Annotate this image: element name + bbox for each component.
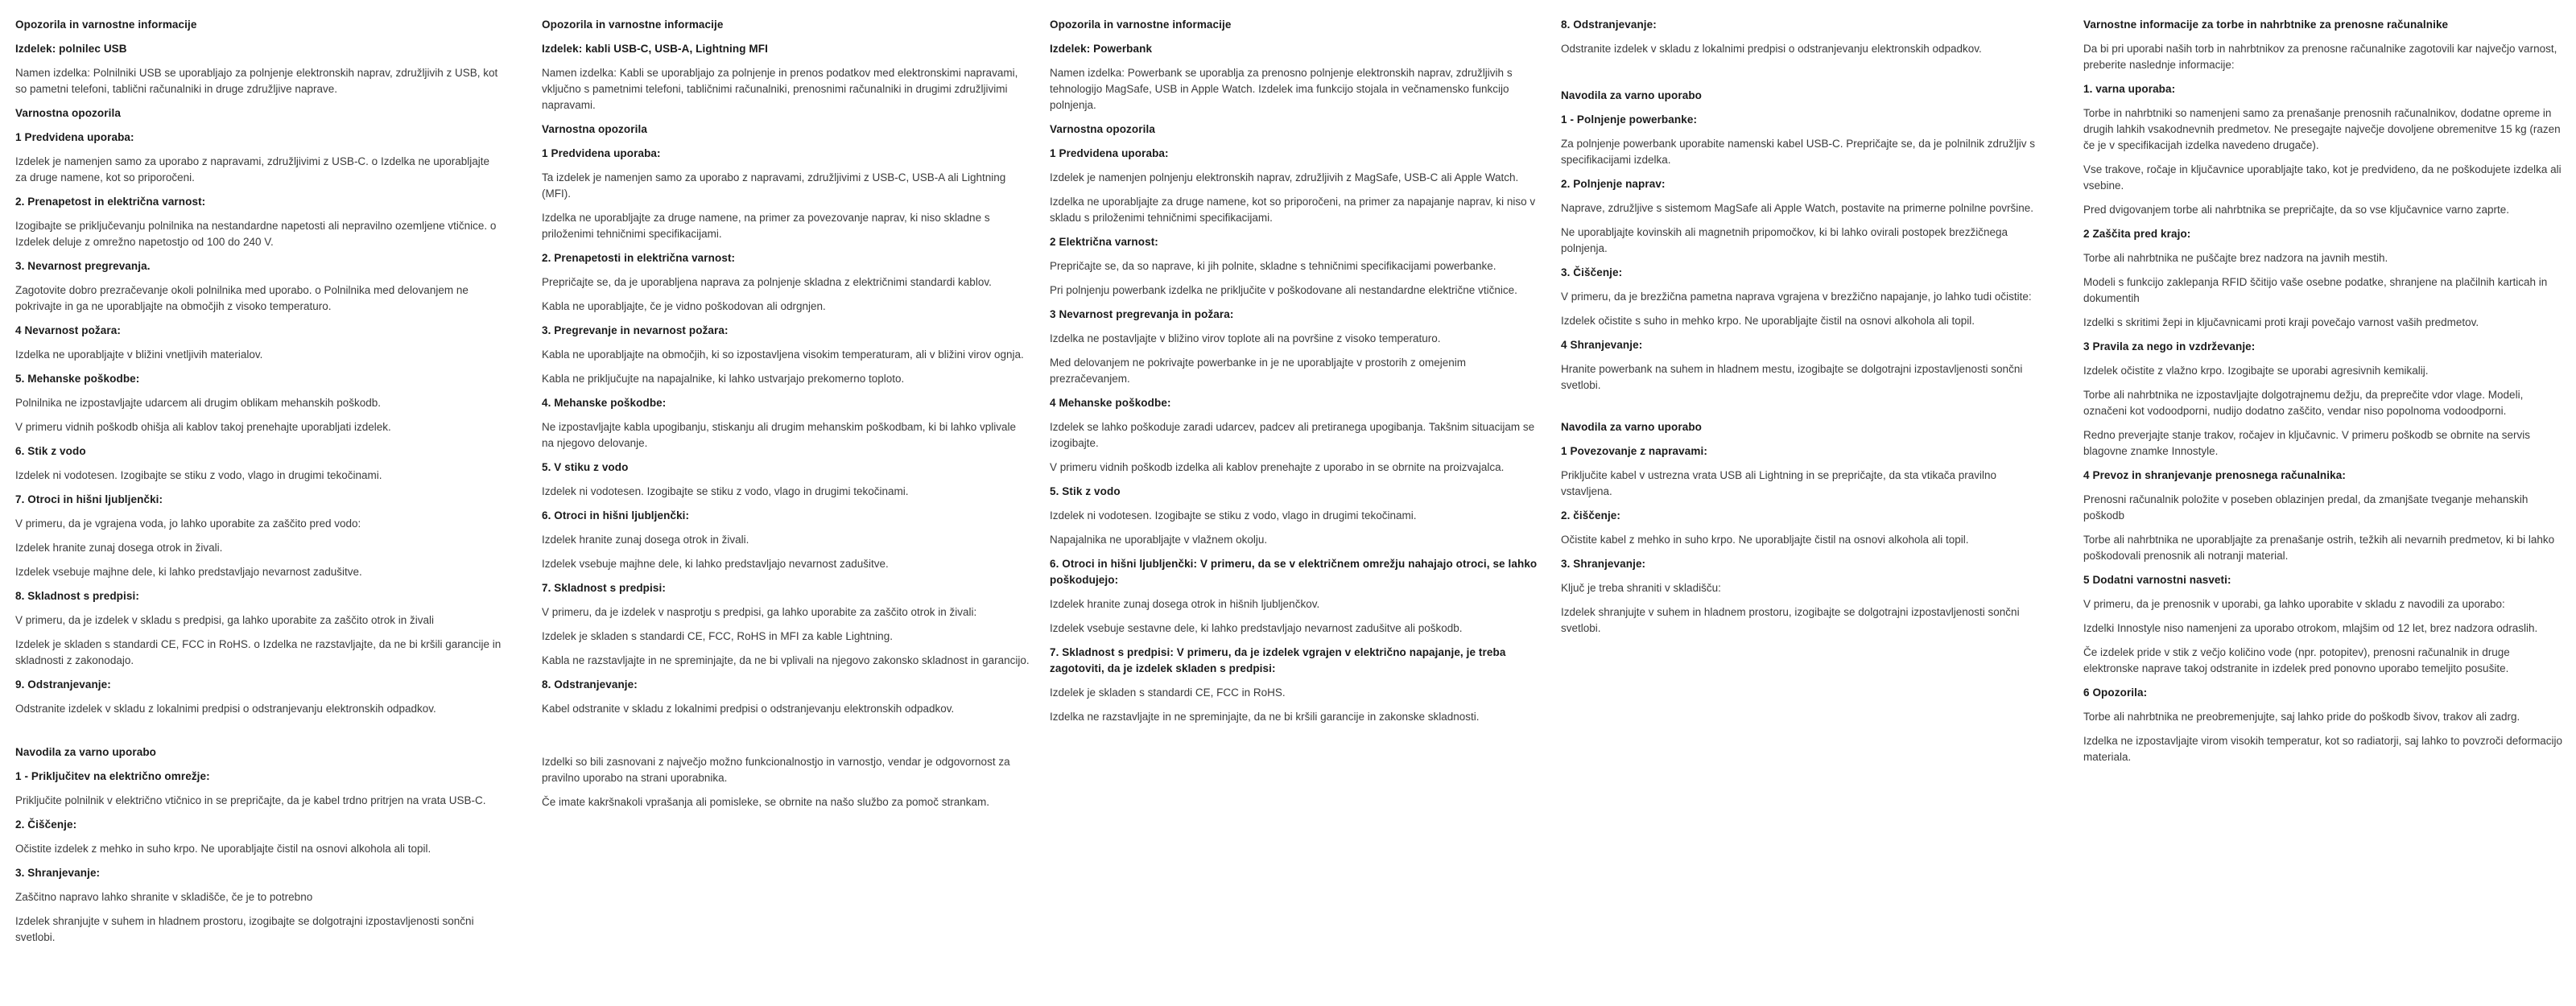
section-heading: 5 Dodatni varnostni nasveti: (2083, 574, 2231, 586)
section-heading: 1 Predvidena uporaba: (542, 147, 661, 159)
section-heading: 3. Nevarnost pregrevanja. (15, 260, 151, 272)
section-heading: 4 Mehanske poškodbe: (1050, 397, 1171, 409)
paragraph: Torbe in nahrbtniki so namenjeni samo za prenašanje prenosnih računalnikov, dodatne opreme in drugih lahkih vsakodnevnih predmetov. Ne presegajte največje dovoljene obremenitve 15 kg (razen če je v specifikacijah izdelka navedeno drugače). (2083, 107, 2561, 151)
paragraph: Torbe ali nahrbtnika ne puščajte brez nadzora na javnih mestih. (2083, 252, 2388, 264)
section-heading: 2 Električna varnost: (1050, 236, 1158, 248)
section-heading: 1 Predvidena uporaba: (15, 131, 134, 143)
paragraph: Redno preverjajte stanje trakov, ročajev in ključavnic. V primeru poškodb se obrnite na servis blagovne znamke Innostyle. (2083, 429, 2531, 457)
section-heading: 3. Čiščenje: (1561, 266, 1623, 278)
paragraph: Kabla ne priključujte na napajalnike, ki lahko ustvarjajo prekomerno toploto. (542, 373, 905, 385)
section-heading: 1 Predvidena uporaba: (1050, 147, 1169, 159)
paragraph: Izdelka ne uporabljajte v bližini vnetljivih materialov. (15, 348, 263, 361)
paragraph: Izdelek je namenjen polnjenju elektronskih naprav, združljivih z MagSafe, USB-C ali Apple Watch. (1050, 171, 1519, 183)
paragraph: Izdelek je skladen s standardi CE, FCC, RoHS in MFI za kable Lightning. (542, 630, 893, 642)
section-heading: 7. Otroci in hišni ljubljenčki: (15, 493, 163, 505)
paragraph: Torbe ali nahrbtnika ne uporabljajte za prenašanje ostrih, težkih ali nevarnih predmetov, ki bi lahko poškodovali prenosnik ali notranji material. (2083, 534, 2555, 562)
paragraph: Modeli s funkcijo zaklepanja RFID ščitijo vaše osebne podatke, shranjene na plačilnih karticah in dokumentih (2083, 276, 2548, 304)
paragraph: V primeru, da je izdelek v nasprotju s predpisi, ga lahko uporabite za zaščito otrok in živali: (542, 606, 977, 618)
paragraph: Ne izpostavljajte kabla upogibanju, stiskanju ali drugim mehanskim poškodbam, ki bi lahko vplivale na njegovo delovanje. (542, 421, 1017, 449)
column-powerbank (1050, 17, 1538, 733)
paragraph: Izdelek ni vodotesen. Izogibajte se stiku z vodo, vlago in drugimi tekočinami. (1050, 509, 1417, 522)
paragraph: V primeru vidnih poškodb izdelka ali kablov prenehajte z uporabo in se obrnite na proizvajalca. (1050, 461, 1505, 473)
paragraph: Izdelek je skladen s standardi CE, FCC in RoHS. (1050, 686, 1286, 699)
paragraph: Očistite izdelek z mehko in suho krpo. Ne uporabljajte čistil na osnovi alkohola ali topil. (15, 843, 431, 855)
paragraph: Ta izdelek je namenjen samo za uporabo z napravami, združljivimi z USB-C, USB-A ali Lightning (MFI). (542, 171, 1006, 200)
paragraph: Torbe ali nahrbtnika ne preobremenjujte, saj lahko pride do poškodb šivov, trakov ali zadrg. (2083, 711, 2520, 723)
section-heading: 4 Nevarnost požara: (15, 324, 121, 336)
paragraph: Kabla ne uporabljajte, če je vidno poškodovan ali odrgnjen. (542, 300, 826, 312)
paragraph: Izdelek ni vodotesen. Izogibajte se stiku z vodo, vlago in drugimi tekočinami. (542, 485, 909, 497)
section-heading: 5. Stik z vodo (1050, 485, 1121, 497)
column-powerbank-instructions (1561, 17, 2049, 645)
section-heading: Opozorila in varnostne informacije (15, 19, 197, 31)
paragraph: Izdelek je namenjen samo za uporabo z napravami, združljivimi z USB-C. o Izdelka ne uporabljajte za druge namene, kot so priporočeni. (15, 155, 490, 183)
paragraph: Izdelek očistite s suho in mehko krpo. Ne uporabljajte čistil na osnovi alkohola ali topil. (1561, 315, 1975, 327)
paragraph: Izdelek hranite zunaj dosega otrok in hišnih ljubljenčkov. (1050, 598, 1320, 610)
paragraph: Izdelka ne izpostavljajte virom visokih temperatur, kot so radiatorji, saj lahko to povzroči deformacijo materiala. (2083, 735, 2563, 763)
section-heading: 8. Skladnost s predpisi: (15, 590, 139, 602)
paragraph: Da bi pri uporabi naših torb in nahrbtnikov za prenosne računalnike zagotovili kar največjo varnost, preberite naslednje informacije: (2083, 43, 2557, 71)
paragraph: Izdelek vsebuje sestavne dele, ki lahko predstavljajo nevarnost zadušitve ali poškodb. (1050, 622, 1463, 634)
paragraph: Vse trakove, ročaje in ključavnice uporabljajte tako, kot je predvideno, da ne poškodujete izdelka ali vsebine. (2083, 163, 2562, 192)
section-heading: 3. Shranjevanje: (15, 867, 101, 879)
paragraph: Izdelki s skritimi žepi in ključavnicami proti kraji povečajo varnost vaših predmetov. (2083, 316, 2479, 328)
paragraph: Izdelek hranite zunaj dosega otrok in živali. (15, 542, 223, 554)
paragraph: Izdelka ne uporabljajte za druge namene, kot so priporočeni, na primer za napajanje naprav, ki niso v skladu s priloženimi tehničnimi specifikacijami. (1050, 196, 1536, 224)
paragraph: Pri polnjenju powerbank izdelka ne priključite v poškodovane ali nestandardne električne vtičnice. (1050, 284, 1517, 296)
section-heading: 6 Opozorila: (2083, 686, 2148, 699)
paragraph: Izdelka ne uporabljajte za druge namene, na primer za povezovanje naprav, ki niso skladne s priloženimi tehničnimi specifikacijami. (542, 212, 990, 240)
section-heading: 1. varna uporaba: (2083, 83, 2176, 95)
paragraph: Ne uporabljajte kovinskih ali magnetnih pripomočkov, ki bi lahko ovirali postopek brezžičnega polnjenja. (1561, 226, 2008, 254)
section-heading: 2 Zaščita pred krajo: (2083, 228, 2191, 240)
paragraph: Prepričajte se, da je uporabljena naprava za polnjenje skladna z električnimi standardi kablov. (542, 276, 992, 288)
paragraph: Izdelki Innostyle niso namenjeni za uporabo otrokom, mlajšim od 12 let, brez nadzora odraslih. (2083, 622, 2538, 634)
paragraph: Zaščitno napravo lahko shranite v skladišče, če je to potrebno (15, 891, 313, 903)
paragraph: Izdelek očistite z vlažno krpo. Izogibajte se uporabi agresivnih kemikalij. (2083, 365, 2429, 377)
section-heading: Varnostna opozorila (542, 123, 647, 135)
paragraph: Očistite kabel z mehko in suho krpo. Ne uporabljajte čistil na osnovi alkohola ali topil. (1561, 534, 1969, 546)
paragraph: Izdelek vsebuje majhne dele, ki lahko predstavljajo nevarnost zadušitve. (15, 566, 362, 578)
section-heading: 7. Skladnost s predpisi: (542, 582, 666, 594)
section-gap (15, 725, 503, 744)
paragraph: Priključite polnilnik v električno vtičnico in se prepričajte, da je kabel trdno pritrjen na vrata USB-C. (15, 794, 486, 806)
paragraph: Priključite kabel v ustrezna vrata USB ali Lightning in se prepričajte, da sta vtikača pravilno vstavljena. (1561, 469, 1997, 497)
section-heading: 5. V stiku z vodo (542, 461, 629, 473)
section-heading: 5. Mehanske poškodbe: (15, 373, 140, 385)
section-heading: 8. Odstranjevanje: (1561, 19, 1657, 31)
paragraph: Namen izdelka: Kabli se uporabljajo za polnjenje in prenos podatkov med elektronskimi napravami, vključno s pametnimi telefoni, tabličnimi računalniki, prenosnimi računalniki in drugimi združljivimi napravami. (542, 67, 1018, 111)
paragraph: Zagotovite dobro prezračevanje okoli polnilnika med uporabo. o Polnilnika med delovanjem ne pokrivajte in ga ne uporabljajte na območjih z visoko temperaturo. (15, 284, 469, 312)
paragraph: Kabel odstranite v skladu z lokalnimi predpisi o odstranjevanju elektronskih odpadkov. (542, 703, 955, 715)
paragraph: V primeru, da je brezžična pametna naprava vgrajena v brezžično napajanje, jo lahko tudi očistite: (1561, 291, 2032, 303)
section-gap (1561, 65, 2049, 88)
section-heading: 2. Prenapetosti in električna varnost: (542, 252, 736, 264)
paragraph: Izdelka ne razstavljajte in ne spreminjajte, da ne bi kršili garancije in zakonske skladnosti. (1050, 711, 1480, 723)
paragraph: Prenosni računalnik položite v poseben oblazinjen predal, da zmanjšate tveganje mehanskih poškodb (2083, 493, 2529, 522)
section-heading: 1 - Priključitev na električno omrežje: (15, 770, 210, 782)
paragraph: Izdelek ni vodotesen. Izogibajte se stiku z vodo, vlago in drugimi tekočinami. (15, 469, 382, 481)
paragraph: Izdelek vsebuje majhne dele, ki lahko predstavljajo nevarnost zadušitve. (542, 558, 889, 570)
section-heading: Opozorila in varnostne informacije (1050, 19, 1232, 31)
section-heading: 4 Shranjevanje: (1561, 339, 1643, 351)
section-heading: 4. Mehanske poškodbe: (542, 397, 667, 409)
paragraph: Izdelek se lahko poškoduje zaradi udarcev, padcev ali pretiranega upogibanja. Takšnim situacijam se izogibajte. (1050, 421, 1535, 449)
section-heading: 3. Pregrevanje in nevarnost požara: (542, 324, 729, 336)
section-heading: Navodila za varno uporabo (15, 746, 157, 758)
section-heading: 2. Prenapetost in električna varnost: (15, 196, 206, 208)
paragraph: Kabla ne razstavljajte in ne spreminjajte, da ne bi vplivali na njegovo zakonsko skladnost in garancijo. (542, 654, 1030, 666)
paragraph: Hranite powerbank na suhem in hladnem mestu, izogibajte se dolgotrajni izpostavljenosti sončni svetlobi. (1561, 363, 2023, 391)
paragraph: V primeru, da je prenosnik v uporabi, ga lahko uporabite v skladu z navodili za uporabo: (2083, 598, 2505, 610)
section-heading: 2. Polnjenje naprav: (1561, 178, 1666, 190)
section-heading: Izdelek: polnilec USB (15, 43, 127, 55)
paragraph: Izdelek hranite zunaj dosega otrok in živali. (542, 534, 749, 546)
paragraph: Izdelek shranjujte v suhem in hladnem prostoru, izogibajte se dolgotrajni izpostavljenosti sončni svetlobi. (15, 915, 474, 943)
paragraph: Namen izdelka: Powerbank se uporablja za prenosno polnjenje elektronskih naprav, združljivih s tehnologijo MagSafe, USB in Apple Watch. Izdelek ima funkcijo stojala in večnamensko funkcijo polnjenja. (1050, 67, 1513, 111)
paragraph: V primeru, da je vgrajena voda, jo lahko uporabite za zaščito pred vodo: (15, 517, 361, 530)
section-heading: 1 Povezovanje z napravami: (1561, 445, 1707, 457)
paragraph: Pred dvigovanjem torbe ali nahrbtnika se prepričajte, da so vse ključavnice varno zaprte. (2083, 204, 2510, 216)
paragraph: Izdelka ne postavljajte v bližino virov toplote ali na površine z visoko temperaturo. (1050, 332, 1441, 344)
column-cables (542, 17, 1030, 818)
section-heading: 4 Prevoz in shranjevanje prenosnega računalnika: (2083, 469, 2346, 481)
column-laptop-bags (2083, 17, 2566, 773)
section-heading: 6. Otroci in hišni ljubljenčki: V primeru, da se v električnem omrežju nahajajo otroci, se lahko poškodujejo: (1050, 558, 1538, 586)
paragraph: Prepričajte se, da so naprave, ki jih polnite, skladne s tehničnimi specifikacijami powerbanke. (1050, 260, 1496, 272)
paragraph: V primeru, da je izdelek v skladu s predpisi, ga lahko uporabite za zaščito otrok in živali (15, 614, 435, 626)
section-heading: Izdelek: kabli USB-C, USB-A, Lightning MFI (542, 43, 768, 55)
paragraph: Izdelki so bili zasnovani z največjo možno funkcionalnostjo in varnostjo, vendar je odgovornost za pravilno uporabo na strani uporabnika. (542, 756, 1010, 784)
paragraph: Med delovanjem ne pokrivajte powerbanke in je ne uporabljajte v prostorih z omejenim prezračevanjem. (1050, 357, 1467, 385)
paragraph: Kabla ne uporabljajte na območjih, ki so izpostavljena visokim temperaturam, ali v bližini virov ognja. (542, 348, 1024, 361)
paragraph: Odstranite izdelek v skladu z lokalnimi predpisi o odstranjevanju elektronskih odpadkov. (15, 703, 436, 715)
paragraph: Ključ je treba shraniti v skladišču: (1561, 582, 1721, 594)
paragraph: Napajalnika ne uporabljajte v vlažnem okolju. (1050, 534, 1268, 546)
section-heading: Opozorila in varnostne informacije (542, 19, 724, 31)
paragraph: Naprave, združljive s sistemom MagSafe ali Apple Watch, postavite na primerne polnilne površine. (1561, 202, 2034, 214)
section-heading: 6. Otroci in hišni ljubljenčki: (542, 509, 690, 522)
section-heading: Varnostna opozorila (15, 107, 121, 119)
section-heading: 2. čiščenje: (1561, 509, 1620, 522)
paragraph: Torbe ali nahrbtnika ne izpostavljajte dolgotrajnemu dežju, da preprečite vdor vlage. Modeli, označeni kot vodoodporni, nudijo dodatno zaščito, vendar niso popolnoma vodoodporni. (2083, 389, 2524, 417)
section-heading: 3 Pravila za nego in vzdrževanje: (2083, 340, 2256, 353)
section-heading: 9. Odstranjevanje: (15, 678, 111, 691)
section-gap (542, 725, 1030, 754)
paragraph: Če izdelek pride v stik z večjo količino vode (npr. potopitev), prenosni računalnik in druge elektronske naprave takoj odstranite in izdelek pred ponovno uporabo temeljito posušite. (2083, 646, 2510, 674)
section-heading: Izdelek: Powerbank (1050, 43, 1153, 55)
paragraph: Odstranite izdelek v skladu z lokalnimi predpisi o odstranjevanju elektronskih odpadkov. (1561, 43, 1982, 55)
paragraph: Namen izdelka: Polnilniki USB se uporabljajo za polnjenje elektronskih naprav, združljivih z USB, kot so pametni telefoni, tablični računalniki in druge združljive naprave. (15, 67, 498, 95)
paragraph: V primeru vidnih poškodb ohišja ali kablov takoj prenehajte uporabljati izdelek. (15, 421, 391, 433)
section-heading: 3 Nevarnost pregrevanja in požara: (1050, 308, 1234, 320)
section-heading: Navodila za varno uporabo (1561, 89, 1703, 101)
section-gap (1561, 402, 2049, 419)
section-heading: 7. Skladnost s predpisi: V primeru, da je izdelek vgrajen v električno napajanje, je treba zagotoviti, da je izdelek skladen s predpisi: (1050, 646, 1506, 674)
paragraph: Polnilnika ne izpostavljajte udarcem ali drugim oblikam mehanskih poškodb. (15, 397, 381, 409)
paragraph: Za polnjenje powerbank uporabite namenski kabel USB-C. Prepričajte se, da je polnilnik združljiv s specifikacijami izdelka. (1561, 138, 2036, 166)
section-heading: Varnostne informacije za torbe in nahrbtnike za prenosne računalnike (2083, 19, 2449, 31)
paragraph: Izdelek shranjujte v suhem in hladnem prostoru, izogibajte se dolgotrajni izpostavljenosti sončni svetlobi. (1561, 606, 2020, 634)
section-heading: 2. Čiščenje: (15, 818, 77, 831)
section-heading: Varnostna opozorila (1050, 123, 1155, 135)
paragraph: Izdelek je skladen s standardi CE, FCC in RoHS. o Izdelka ne razstavljajte, da ne bi kršili garancije in skladnosti z zakonodajo. (15, 638, 502, 666)
section-heading: 6. Stik z vodo (15, 445, 86, 457)
section-heading: 3. Shranjevanje: (1561, 558, 1646, 570)
paragraph: Če imate kakršnakoli vprašanja ali pomisleke, se obrnite na našo službo za pomoč strankam. (542, 796, 990, 808)
section-heading: 1 - Polnjenje powerbanke: (1561, 113, 1698, 126)
section-heading: 8. Odstranjevanje: (542, 678, 638, 691)
paragraph: Izogibajte se priključevanju polnilnika na nestandardne napetosti ali nepravilno ozemljene vtičnice. o Izdelek deluje z omrežno napetostjo od 100 do 240 V. (15, 220, 497, 248)
column-usb-charger (15, 17, 503, 954)
section-heading: Navodila za varno uporabo (1561, 421, 1703, 433)
